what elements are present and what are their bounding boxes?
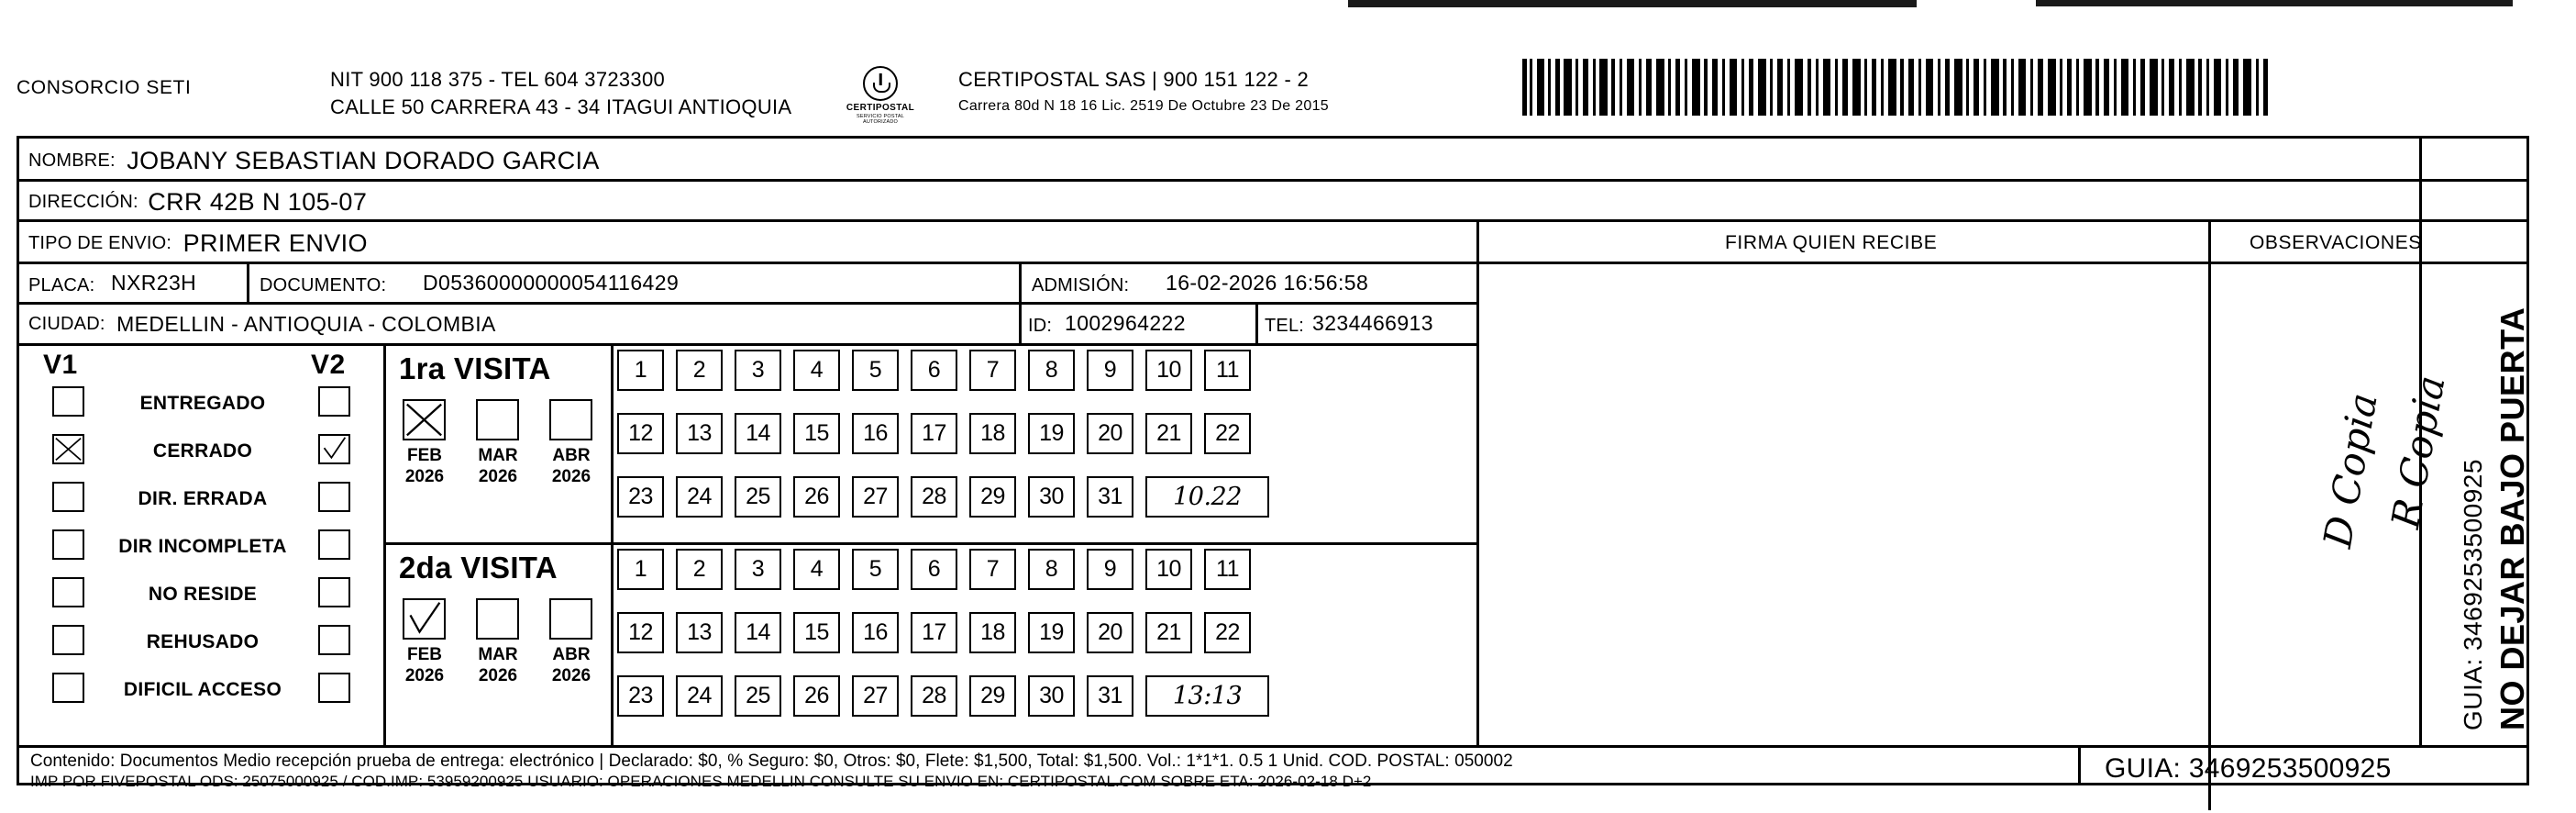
checkbox-v1-entregado[interactable] bbox=[52, 386, 84, 417]
no-dejar-bajo-puerta-strip bbox=[2419, 139, 2531, 748]
visit-1-day-17[interactable]: 17 bbox=[911, 413, 957, 454]
status-label-dir-errada: DIR. ERRADA bbox=[138, 488, 268, 509]
visit-1-day-18[interactable]: 18 bbox=[969, 413, 1016, 454]
firma-header-label: FIRMA QUIEN RECIBE bbox=[1725, 232, 1938, 253]
visit-1-month-selector bbox=[395, 399, 611, 491]
visit-1-day-7[interactable]: 7 bbox=[969, 350, 1016, 391]
visit-1-day-20[interactable]: 20 bbox=[1087, 413, 1133, 454]
guia-box bbox=[2078, 748, 2526, 785]
visit-2-day-28[interactable]: 28 bbox=[911, 675, 957, 717]
status-checkbox-column bbox=[19, 346, 386, 745]
visit-1-mar-name: MAR bbox=[478, 446, 518, 465]
signature-capture-area[interactable] bbox=[1479, 264, 2526, 748]
divider-ciudad-id bbox=[1019, 305, 1022, 343]
visit-2-day-11[interactable]: 11 bbox=[1204, 549, 1251, 590]
visit-2-day-15[interactable]: 15 bbox=[793, 612, 840, 653]
visit-2-day-1[interactable]: 1 bbox=[617, 549, 664, 590]
tipo-envio-value: PRIMER ENVIO bbox=[182, 229, 368, 257]
status-row-no-reside bbox=[19, 577, 386, 625]
v2-header: V2 bbox=[311, 350, 346, 380]
checkbox-v2-cerrado[interactable] bbox=[318, 434, 350, 464]
side-guia-text: GUIA: 3469253500925 bbox=[2459, 459, 2487, 730]
admision-label: ADMISIÓN: bbox=[1032, 275, 1130, 295]
visit-2-day-7[interactable]: 7 bbox=[969, 549, 1016, 590]
visit-1-day-22[interactable]: 22 bbox=[1204, 413, 1251, 454]
visit-2-day-4[interactable]: 4 bbox=[793, 549, 840, 590]
footer-line-2: IMP POR FIVEPOSTAL ODS: 25075000925 / COD.IMP: 53959200925 USUARIO: OPERACIONES MEDELLIN CONSULTE SU ENVIO EN: CERTIPOSTAL.COM SOBRE ETA: 2026-02-18 D+2 bbox=[30, 773, 1372, 790]
checkbox-v1-rehusado[interactable] bbox=[52, 625, 84, 655]
document-header bbox=[0, 46, 2576, 133]
field-row-direccion bbox=[19, 182, 2526, 222]
visit-1-day-23[interactable]: 23 bbox=[617, 476, 664, 518]
checkbox-v2-dificil-acceso[interactable] bbox=[318, 673, 350, 703]
visit-1-day-14[interactable]: 14 bbox=[735, 413, 781, 454]
id-value: 1002964222 bbox=[1065, 311, 1186, 335]
postal-mark-icon bbox=[863, 66, 898, 101]
checkbox-v1-dificil-acceso[interactable] bbox=[52, 673, 84, 703]
visit-2-day-12[interactable]: 12 bbox=[617, 612, 664, 653]
checkbox-v2-rehusado[interactable] bbox=[318, 625, 350, 655]
v1-header: V1 bbox=[43, 350, 78, 380]
direccion-value: CRR 42B N 105-07 bbox=[148, 188, 368, 216]
visit-1-month-mar-label bbox=[469, 445, 527, 487]
consortium-name: CONSORCIO SETI bbox=[17, 77, 192, 98]
visit-2-day-20[interactable]: 20 bbox=[1087, 612, 1133, 653]
barcode bbox=[1522, 59, 2270, 116]
visit-2-month-selector bbox=[395, 598, 611, 690]
visit-2-mar-year: 2026 bbox=[478, 666, 518, 685]
footer-line-1: Contenido: Documentos Medio recepción prueba de entrega: electrónico | Declarado: $0, % Seguro: $0, Otros: $0, Flete: $1,500, Total: $1,500. Vol.: 1*1*1. 0.5 1 Unid. COD. POSTAL: 050002 bbox=[30, 752, 1513, 771]
visit-2-day-2[interactable]: 2 bbox=[676, 549, 723, 590]
visit-2-day-grid bbox=[617, 549, 1470, 741]
visit-2-day-25[interactable]: 25 bbox=[735, 675, 781, 717]
visit-2-mar-name: MAR bbox=[478, 645, 518, 664]
visit-1-day-8[interactable]: 8 bbox=[1028, 350, 1075, 391]
visit-1-abr-name: ABR bbox=[552, 446, 591, 465]
visit-2-day-14[interactable]: 14 bbox=[735, 612, 781, 653]
visit-2-day-17[interactable]: 17 bbox=[911, 612, 957, 653]
visit-2-abr-name: ABR bbox=[552, 645, 591, 664]
field-row-ciudad bbox=[19, 305, 1479, 346]
visit-1-day-25[interactable]: 25 bbox=[735, 476, 781, 518]
visit-2-day-8[interactable]: 8 bbox=[1028, 549, 1075, 590]
visit-2-month-abr-label bbox=[542, 644, 601, 686]
visit-2-day-16[interactable]: 16 bbox=[852, 612, 899, 653]
direccion-label: DIRECCIÓN: bbox=[28, 192, 138, 212]
tel-label: TEL: bbox=[1265, 316, 1305, 336]
visit-2-abr-year: 2026 bbox=[551, 666, 591, 685]
status-row-dificil-acceso bbox=[19, 673, 386, 720]
visit-2-day-29[interactable]: 29 bbox=[969, 675, 1016, 717]
logo-wordmark: CERTIPOSTAL bbox=[846, 103, 915, 113]
visit-1-day-15[interactable]: 15 bbox=[793, 413, 840, 454]
admision-value: 16-02-2026 16:56:58 bbox=[1166, 271, 1369, 295]
visit-2-day-22[interactable]: 22 bbox=[1204, 612, 1251, 653]
visit-status-zone bbox=[19, 346, 1479, 748]
status-row-entregado bbox=[19, 386, 386, 434]
visit-2-day-26[interactable]: 26 bbox=[793, 675, 840, 717]
documento-label: DOCUMENTO: bbox=[260, 275, 387, 295]
checkbox-v1-dir-incompleta[interactable] bbox=[52, 529, 84, 560]
status-label-no-reside: NO RESIDE bbox=[148, 584, 258, 605]
visit-block-2 bbox=[386, 545, 1476, 745]
visit-1-month-abr-label bbox=[542, 445, 601, 487]
visit-2-day-31[interactable]: 31 bbox=[1087, 675, 1133, 717]
visit-1-day-27[interactable]: 27 bbox=[852, 476, 899, 518]
status-label-dificil-acceso: DIFICIL ACCESO bbox=[123, 679, 282, 700]
status-row-dir-errada bbox=[19, 482, 386, 529]
nombre-value: JOBANY SEBASTIAN DORADO GARCIA bbox=[127, 147, 600, 174]
visit-2-day-5[interactable]: 5 bbox=[852, 549, 899, 590]
visit-1-month-feb-label bbox=[395, 445, 454, 487]
visit-1-day-1[interactable]: 1 bbox=[617, 350, 664, 391]
visit-1-feb-year: 2026 bbox=[404, 467, 445, 486]
visit-1-day-30[interactable]: 30 bbox=[1028, 476, 1075, 518]
visit-1-day-12[interactable]: 12 bbox=[617, 413, 664, 454]
visit-2-month-feb-checkbox[interactable] bbox=[403, 598, 446, 640]
page-edge-strip-left bbox=[1348, 0, 1917, 7]
visit-2-day-3[interactable]: 3 bbox=[735, 549, 781, 590]
visit-1-title: 1ra VISITA bbox=[399, 351, 551, 385]
nombre-label: NOMBRE: bbox=[28, 150, 116, 171]
signature-note-1: D Copia bbox=[2315, 389, 2386, 551]
no-dejar-bajo-puerta-text: NO DEJAR BAJO PUERTA bbox=[2493, 306, 2531, 730]
status-row-cerrado bbox=[19, 434, 386, 482]
visit-1-day-29[interactable]: 29 bbox=[969, 476, 1016, 518]
status-label-rehusado: REHUSADO bbox=[146, 631, 260, 652]
visit-1-mar-year: 2026 bbox=[478, 467, 518, 486]
visit-1-day-26[interactable]: 26 bbox=[793, 476, 840, 518]
visit-1-day-13[interactable]: 13 bbox=[676, 413, 723, 454]
visit-1-day-5[interactable]: 5 bbox=[852, 350, 899, 391]
visit-1-day-19[interactable]: 19 bbox=[1028, 413, 1075, 454]
visit-1-feb-name: FEB bbox=[407, 446, 442, 465]
address-line: CALLE 50 CARRERA 43 - 34 ITAGUI ANTIOQUIA bbox=[330, 95, 792, 118]
visit-1-day-9[interactable]: 9 bbox=[1087, 350, 1133, 391]
visit-1-abr-year: 2026 bbox=[551, 467, 591, 486]
visit-1-month-feb-checkbox[interactable] bbox=[403, 399, 446, 440]
placa-label: PLACA: bbox=[28, 275, 95, 295]
checkbox-v2-no-reside[interactable] bbox=[318, 577, 350, 607]
status-row-rehusado bbox=[19, 625, 386, 673]
ciudad-value: MEDELLIN - ANTIOQUIA - COLOMBIA bbox=[116, 312, 496, 336]
visit-2-day-9[interactable]: 9 bbox=[1087, 549, 1133, 590]
checkbox-v2-dir-errada[interactable] bbox=[318, 482, 350, 512]
divider-visit-2-months-days bbox=[611, 545, 614, 745]
visit-1-day-31[interactable]: 31 bbox=[1087, 476, 1133, 518]
visit-1-day-2[interactable]: 2 bbox=[676, 350, 723, 391]
visit-1-day-6[interactable]: 6 bbox=[911, 350, 957, 391]
visit-1-month-abr-checkbox[interactable] bbox=[549, 399, 592, 440]
visit-2-day-23-marked[interactable]: 23 bbox=[617, 675, 664, 717]
tipo-envio-label: TIPO DE ENVIO: bbox=[28, 233, 172, 253]
field-row-tipo-envio bbox=[19, 222, 1479, 264]
visit-1-month-mar-checkbox[interactable] bbox=[476, 399, 519, 440]
status-row-dir-incompleta bbox=[19, 529, 386, 577]
receipt-form bbox=[17, 136, 2531, 790]
visit-2-feb-year: 2026 bbox=[404, 666, 445, 685]
checkbox-v2-entregado[interactable] bbox=[318, 386, 350, 417]
id-label: ID: bbox=[1028, 316, 1053, 336]
checkbox-v2-dir-incompleta[interactable] bbox=[318, 529, 350, 560]
visit-2-feb-name: FEB bbox=[407, 645, 442, 664]
visit-1-day-grid bbox=[617, 350, 1470, 542]
status-label-dir-incompleta: DIR INCOMPLETA bbox=[118, 536, 287, 557]
divider-visit-1-months-days bbox=[611, 346, 614, 542]
visit-1-day-10[interactable]: 10 bbox=[1145, 350, 1192, 391]
observaciones-header-label: OBSERVACIONES bbox=[2250, 232, 2422, 253]
visit-2-day-18[interactable]: 18 bbox=[969, 612, 1016, 653]
visit-1-day-3[interactable]: 3 bbox=[735, 350, 781, 391]
signature-section-header bbox=[1479, 222, 2526, 264]
ciudad-label: CIUDAD: bbox=[28, 314, 105, 334]
company-contact-block bbox=[330, 66, 791, 121]
checkbox-v1-no-reside[interactable] bbox=[52, 577, 84, 607]
visit-2-day-21[interactable]: 21 bbox=[1145, 612, 1192, 653]
divider-id-tel bbox=[1255, 305, 1258, 343]
page-edge-strip-right bbox=[2036, 0, 2513, 6]
visit-2-day-13[interactable]: 13 bbox=[676, 612, 723, 653]
logo-subtitle: SERVICIO POSTAL AUTORIZADO bbox=[856, 114, 904, 125]
visit-1-day-11[interactable]: 11 bbox=[1204, 350, 1251, 391]
visit-1-day-24[interactable]: 24 bbox=[676, 476, 723, 518]
nit-line: NIT 900 118 375 - TEL 604 3723300 bbox=[330, 68, 666, 91]
certipostal-logo bbox=[839, 66, 922, 125]
visit-2-day-10[interactable]: 10 bbox=[1145, 549, 1192, 590]
checkbox-v1-cerrado[interactable] bbox=[52, 434, 84, 464]
visit-2-month-mar-checkbox[interactable] bbox=[476, 598, 519, 640]
visit-2-day-24[interactable]: 24 bbox=[676, 675, 723, 717]
guia-number: GUIA: 3469253500925 bbox=[2105, 753, 2392, 784]
divider-documento-admision bbox=[1019, 264, 1022, 302]
status-label-cerrado: CERRADO bbox=[152, 440, 253, 462]
visit-2-time-field[interactable]: 13:13 bbox=[1145, 675, 1269, 717]
visit-2-day-30[interactable]: 30 bbox=[1028, 675, 1075, 717]
visit-2-day-19[interactable]: 19 bbox=[1028, 612, 1075, 653]
placa-value: NXR23H bbox=[111, 271, 197, 295]
divider-placa-documento bbox=[247, 264, 249, 302]
operator-info-block bbox=[958, 66, 1329, 119]
visit-1-day-21-marked[interactable]: 21 bbox=[1145, 413, 1192, 454]
visit-2-title: 2da VISITA bbox=[399, 551, 558, 585]
visit-2-month-feb-label bbox=[395, 644, 454, 686]
field-row-nombre bbox=[19, 139, 2526, 182]
status-label-entregado: ENTREGADO bbox=[139, 393, 266, 414]
operator-name-line: CERTIPOSTAL SAS | 900 151 122 - 2 bbox=[958, 68, 1310, 91]
visit-1-day-28[interactable]: 28 bbox=[911, 476, 957, 518]
visit-2-month-abr-checkbox[interactable] bbox=[549, 598, 592, 640]
visit-2-day-27[interactable]: 27 bbox=[852, 675, 899, 717]
visit-2-day-6[interactable]: 6 bbox=[911, 549, 957, 590]
signature-note-2: R Copia bbox=[2383, 372, 2454, 532]
tel-value: 3234466913 bbox=[1312, 311, 1433, 335]
visit-1-time-field[interactable]: 10.22 bbox=[1145, 476, 1269, 518]
checkbox-v1-dir-errada[interactable] bbox=[52, 482, 84, 512]
field-row-placa-documento bbox=[19, 264, 1479, 305]
visit-1-day-16[interactable]: 16 bbox=[852, 413, 899, 454]
visit-block-1 bbox=[386, 346, 1476, 545]
visit-2-month-mar-label bbox=[469, 644, 527, 686]
footer-block bbox=[19, 748, 2526, 790]
visit-1-day-4[interactable]: 4 bbox=[793, 350, 840, 391]
documento-value: D05360000000054116429 bbox=[423, 271, 680, 295]
operator-license-line: Carrera 80d N 18 16 Lic. 2519 De Octubre 23 De 2015 bbox=[958, 98, 1329, 114]
